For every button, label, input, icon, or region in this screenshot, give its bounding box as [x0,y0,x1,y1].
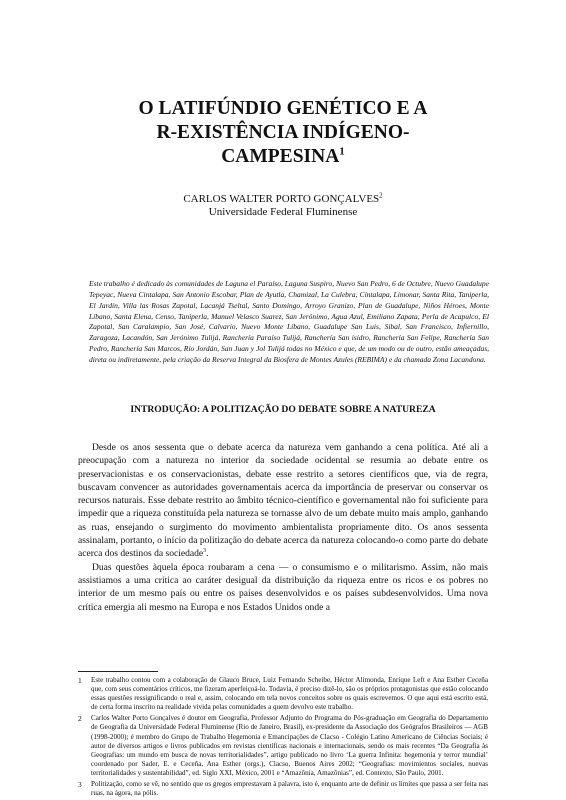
title-line: O LATIFÚNDIO GENÉTICO E A [138,98,428,119]
footnote-text: Politização, como se vê, no sentido que os gregos emprestavam à palavra, isto é, enquanto arte de definir os limites que passa a ser feita nas ruas, na ágora, na pólis. [91,780,488,798]
author-name [80,193,486,206]
footnote-number: 1 [78,676,82,685]
body-paragraph [78,441,488,561]
body-paragraph: Duas questões àquela época roubaram a cena — o consumismo e o militarismo. Assim, não mais assistiamos a uma crítica ao caráter desigual da distribuição da riqueza entre os ricos e os pobres no interior de um mesmo país ou entre os países desenvolvidos e os países subdesenvolvidos. Uma nova crítica emergia ali mesmo na Europa e nos Estados Unidos onde a [78,561,488,613]
title-line [80,145,486,169]
footnote-3 [78,780,488,798]
paper-title [80,97,486,169]
title-line: R-EXISTÊNCIA INDÍGENO- [156,122,410,143]
title-footnote-mark[interactable]: 1 [339,145,345,158]
title-line-text: CAMPESINA [221,146,340,167]
paragraph-end: . [206,548,209,560]
footnote-text: Carlos Walter Porto Gonçalves é doutor em Geografia, Professor Adjunto do Programa do Pós-graduação em Geografia do Departamento de Geografia da Universidade Federal Fluminense (Rio de Janeiro, Brasil), ex-presidente da Associação dos Geógrafos Brasileiros — AGB (1998-2000); é membro do Grupo de Trabalho Hegemonia e Emancipações de Clacso - Colégio Latino Americano de Ciências Sociais; é autor de diversos artigos e livros publicados em revistas científicas nacionais e internacionais, sendo os mais recentes “Da Geografia às Geografias: um mundo em busca de novas territorialidades”, artigo publicado no livro ‘La guerra Infinita: hegemonía y terror mundial’ coordenado por Sader, E. e Ceceña, Ana Esther (orgs.), Clacso, Buenos Aires 2002; “Geografias: movimientos sociales, nuevas territorialidades y sustentabilidad”, ed. Siglo XXI, México, 2001 e “Amazônia, Amazônias”, ed. Contexto, São Paulo, 2001. [91,714,488,777]
author-affiliation: Universidade Federal Fluminense [208,206,358,218]
footnotes [78,676,488,800]
footnote-number: 3 [78,780,82,790]
footnote-ref-3[interactable]: 3 [203,548,207,555]
footnote-2 [78,714,488,778]
footnote-1 [78,676,488,712]
author-footnote-mark[interactable]: 2 [379,191,383,200]
author-name-text: CARLOS WALTER PORTO GONÇALVES [183,193,380,205]
footnote-number: 2 [78,714,82,724]
body-text [78,441,488,614]
section-heading: INTRODUÇÃO: A POLITIZAÇÃO DO DEBATE SOBRE A NATUREZA [130,404,436,415]
footnote-divider [78,671,158,672]
paragraph-text: Desde os anos sessenta que o debate acerca da natureza vem ganhando a cena política. Até ali a preocupação com a natureza no interior da sociedade ocidental se resumia ao debate entre os preservacionistas e os conservacionistas, debate esse restrito a setores científicos que, via de regra, buscavam convencer as autoridades governamentais acerca da importância de preservar ou conservar os recursos naturais. Esse debate restrito ao âmbito técnico-científico e governamental não foi suficiente para impedir que a riqueza constituída pela natureza se tornasse alvo de um debate muito mais amplo, ganhando as ruas, ensejando o surgimento do movimento ambientalista propriamente dito. Os anos sessenta assinalam, portanto, o início da politização do debate acerca da natureza colocando-o como parte do debate acerca dos destinos da sociedade [78,442,488,560]
dedication-paragraph: Este trabalho é dedicado às comunidades de Laguna el Paraíso, Laguna Suspiro, Nuevo San Pedro, 6 de Octubre, Nuevo Guadalupe Tepeyac, Nueva Cintalapa, San Antonio Escobar, Plan de Ayutla, Chamizal, La Culebra, Cintalapa, Limonar, Santa Rita, Taniperla, El Jardín, Villa las Rosas Zapotal, Lacanjá Tseltal, Santo Domingo, Arroyo Granizo, Plan de Guadalupe, Niños Héroes, Monte Líbano, Santa Elena, Censo, Taniperla, Manuel Velasco Suarez, San Jerónimo, Agua Azul, Emiliano Zapata, Perla de Acapulco, El Zapotal, San Caralampio, San José, Calvario, Nuevo Monte Líbano, Guadalupe San Luis, Sibal, San Francisco, Infiernillo, Zaragoza, Lacandón, San Jerónimo Tulijá, Ranchería Paraíso Tulijá, Ranchería San isidro, Ranchería San Felipe, Ranchería San Pedro, Ranchería San Marcos, Río Jordán, San Juan y Jol Tulijá todas no México e que, de um modo ou de outro, estão ameaçadas, direta ou indiretamente, pela criação da Reserva Integral da Biosfera de Montes Azules (REBIMA) e da chamada Zona Lacandona. [89,279,489,364]
footnote-text: Este trabalho contou com a colaboração de Glauco Bruce, Luiz Fernando Scheibe, Héctor Alimonda, Enrique Left e Ana Esther Ceceña que, com seus comentários críticos, me fizeram aperfeiçoá-lo. Todavia, é preciso dizê-lo, são os próprios protagonistas que estão colocando essas questões ressignificando o real e, assim, colocando em tela novos conceitos sobre os quais escrevemos. O que aqui está escrito está, de certa forma inscrito na realidade vivida pelas comunidades a quem devolvo este trabalho. [91,676,488,712]
